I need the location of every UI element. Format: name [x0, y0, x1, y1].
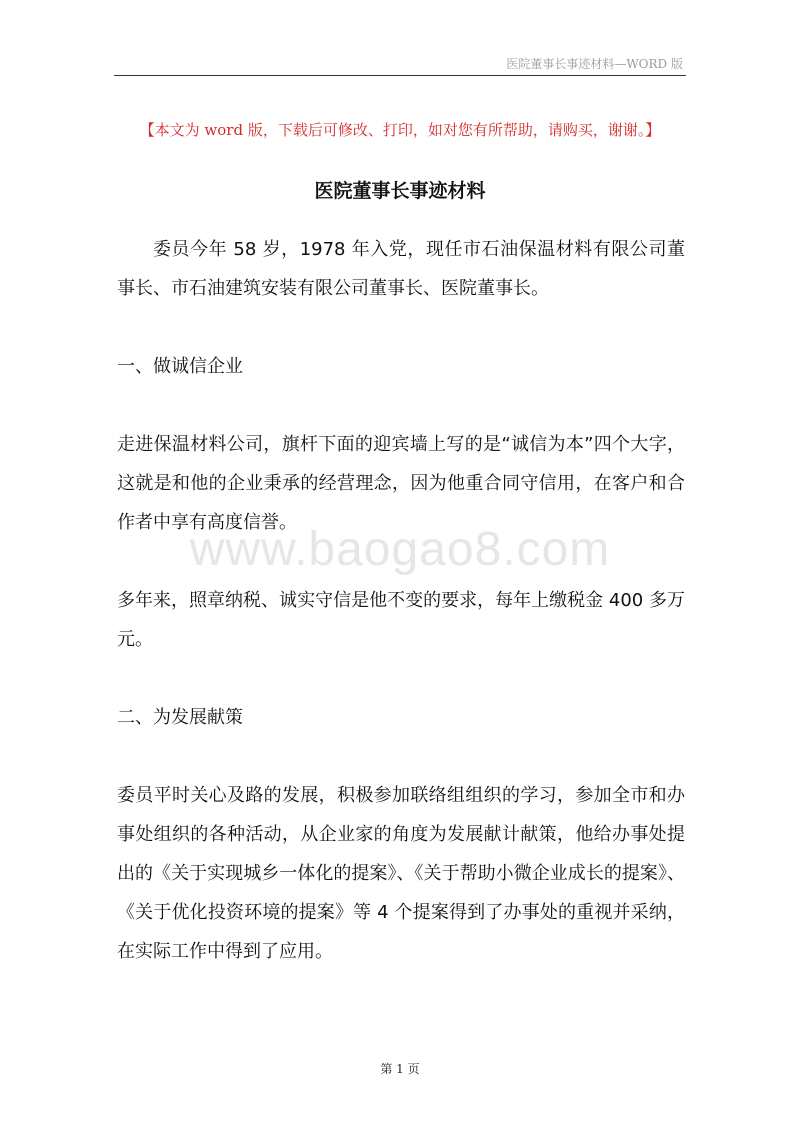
- header-divider: [114, 75, 686, 76]
- document-body: [117, 230, 685, 971]
- download-notice: 【本文为 word 版，下载后可修改、打印，如对您有所帮助，请购买，谢谢。】: [139, 121, 661, 139]
- body-paragraph-3: 委员平时关心及路的发展，积极参加联络组组织的学习，参加全市和办事处组织的各种活动，从企业家的角度为发展献计献策，他给办事处提出的《关于实现城乡一体化的提案》、《关于帮助小微企业成长的提案》、《关于优化投资环境的提案》等 4 个提案得到了办事处的重视并采纳，在实际工作中得到了应用。: [117, 785, 685, 962]
- watermark: www.baogao8.com: [189, 523, 611, 576]
- body-paragraph-2: 多年来，照章纳税、诚实守信是他不变的要求，每年上缴税金 400 多万元。: [117, 590, 685, 650]
- document-title: 医院董事长事迹材料: [314, 180, 486, 202]
- section-heading-1: 一、做诚信企业: [117, 356, 243, 377]
- page-number: 第 1 页: [380, 1062, 420, 1076]
- intro-paragraph: 委员今年 58 岁，1978 年入党，现任市石油保温材料有限公司董事长、市石油建筑安装有限公司董事长、医院董事长。: [117, 239, 685, 299]
- body-paragraph-1: 走进保温材料公司，旗杆下面的迎宾墙上写的是“诚信为本”四个大字，这就是和他的企业秉承的经营理念，因为他重合同守信用，在客户和合作者中享有高度信誉。: [117, 434, 685, 533]
- section-heading-2: 二、为发展献策: [117, 707, 243, 728]
- running-header: 医院董事长事迹材料—WORD 版: [506, 57, 683, 71]
